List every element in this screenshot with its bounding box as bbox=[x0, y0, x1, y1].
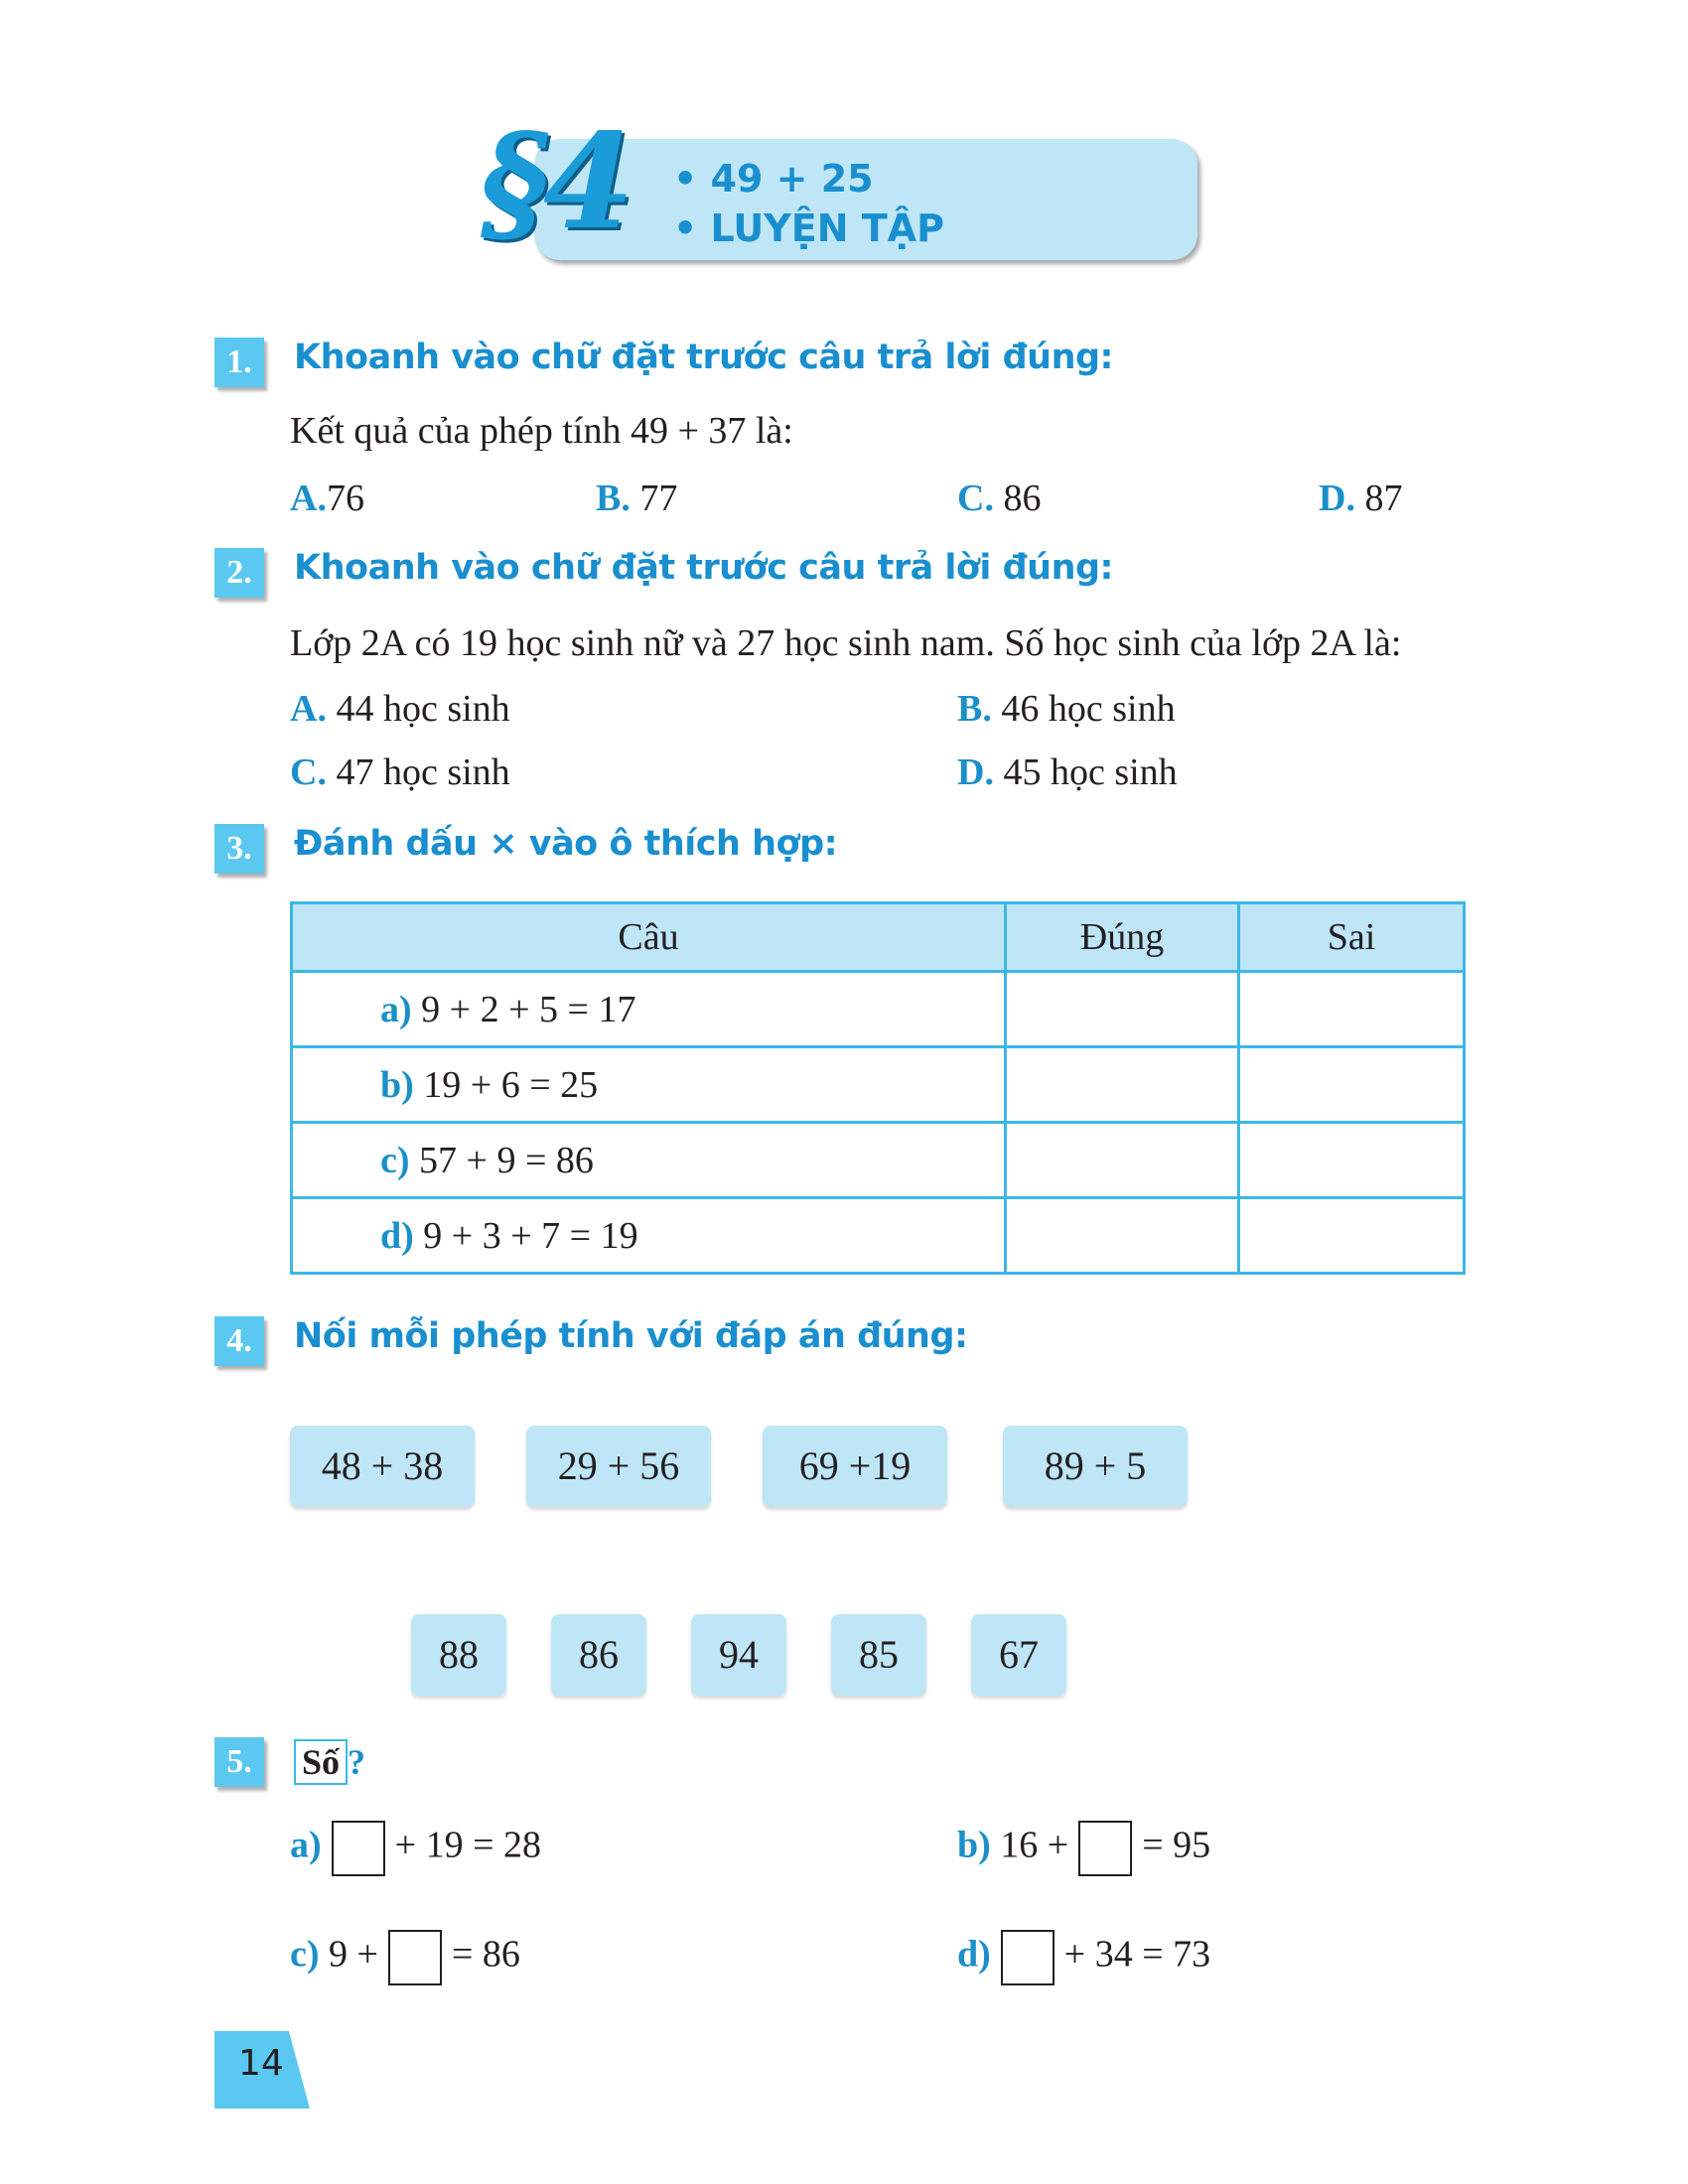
q1-option-d[interactable]: D. 87 bbox=[1319, 478, 1403, 519]
q2-option-d[interactable]: D. 45 học sinh bbox=[957, 751, 1178, 793]
question-4-title: Nối mỗi phép tính với đáp án đúng: bbox=[294, 1316, 968, 1356]
so-label: Số bbox=[294, 1739, 348, 1785]
statement-d: d) 9 + 3 + 7 = 19 bbox=[292, 1198, 1006, 1274]
q2-option-b[interactable]: B. 46 học sinh bbox=[957, 688, 1176, 730]
lesson-number: §4 bbox=[481, 105, 629, 259]
checkbox-true-b[interactable] bbox=[1006, 1047, 1239, 1123]
statement-a: a) 9 + 2 + 5 = 17 bbox=[292, 972, 1006, 1047]
q2-option-a[interactable]: A. 44 học sinh bbox=[290, 688, 510, 730]
question-5-number: 5. bbox=[214, 1737, 264, 1787]
q1-option-a[interactable]: A.76 bbox=[290, 478, 364, 519]
question-3-title: Đánh dấu × vào ô thích hợp: bbox=[294, 824, 838, 864]
page-number: 14 bbox=[238, 2043, 284, 2084]
answer-box[interactable]: 67 bbox=[971, 1614, 1066, 1696]
checkbox-false-b[interactable] bbox=[1239, 1047, 1465, 1123]
answer-blank-d[interactable] bbox=[1001, 1930, 1055, 1985]
lesson-topic-1: • 49 + 25 bbox=[673, 157, 874, 201]
col-header-false: Sai bbox=[1239, 903, 1465, 972]
expression-box[interactable]: 48 + 38 bbox=[290, 1426, 475, 1507]
table-row bbox=[292, 972, 1465, 1047]
question-2-number: 2. bbox=[214, 548, 264, 598]
answer-blank-a[interactable] bbox=[332, 1821, 385, 1876]
checkbox-false-d[interactable] bbox=[1239, 1198, 1465, 1274]
question-1-prompt: Kết quả của phép tính 49 + 37 là: bbox=[290, 410, 793, 452]
lesson-topic-2: • LUYỆN TẬP bbox=[673, 206, 944, 250]
expression-box[interactable]: 69 +19 bbox=[763, 1426, 947, 1507]
q1-option-c[interactable]: C. 86 bbox=[957, 478, 1042, 519]
answer-box[interactable]: 86 bbox=[551, 1614, 646, 1696]
expression-box[interactable]: 89 + 5 bbox=[1003, 1426, 1188, 1507]
answer-blank-b[interactable] bbox=[1078, 1821, 1132, 1876]
col-header-statement: Câu bbox=[292, 903, 1006, 972]
question-1-title: Khoanh vào chữ đặt trước câu trả lời đúng: bbox=[294, 338, 1114, 377]
statement-b: b) 19 + 6 = 25 bbox=[292, 1047, 1006, 1123]
answer-box[interactable]: 85 bbox=[831, 1614, 926, 1696]
true-false-table bbox=[290, 901, 1466, 1275]
statement-c: c) 57 + 9 = 86 bbox=[292, 1123, 1006, 1198]
expression-box[interactable]: 29 + 56 bbox=[526, 1426, 711, 1507]
table-row bbox=[292, 1047, 1465, 1123]
checkbox-false-a[interactable] bbox=[1239, 972, 1465, 1047]
q5-item-b: b) 16 + = 95 bbox=[957, 1821, 1210, 1876]
answer-box[interactable]: 94 bbox=[691, 1614, 786, 1696]
table-header-row bbox=[292, 903, 1465, 972]
checkbox-true-d[interactable] bbox=[1006, 1198, 1239, 1274]
q5-item-d: d) + 34 = 73 bbox=[957, 1930, 1210, 1985]
table-row bbox=[292, 1198, 1465, 1274]
question-3-number: 3. bbox=[214, 824, 264, 874]
checkbox-true-a[interactable] bbox=[1006, 972, 1239, 1047]
question-1-number: 1. bbox=[214, 338, 264, 387]
table-row bbox=[292, 1123, 1465, 1198]
checkbox-false-c[interactable] bbox=[1239, 1123, 1465, 1198]
checkbox-true-c[interactable] bbox=[1006, 1123, 1239, 1198]
answer-blank-c[interactable] bbox=[388, 1930, 442, 1985]
q5-item-a: a) + 19 = 28 bbox=[290, 1821, 541, 1876]
question-mark: ? bbox=[348, 1742, 366, 1782]
col-header-true: Đúng bbox=[1006, 903, 1239, 972]
q5-item-c: c) 9 + = 86 bbox=[290, 1930, 520, 1985]
question-4-number: 4. bbox=[214, 1316, 264, 1366]
answer-box[interactable]: 88 bbox=[411, 1614, 506, 1696]
q2-option-c[interactable]: C. 47 học sinh bbox=[290, 751, 510, 793]
question-2-title: Khoanh vào chữ đặt trước câu trả lời đúng: bbox=[294, 548, 1114, 588]
q1-option-b[interactable]: B. 77 bbox=[596, 478, 678, 519]
question-5-title bbox=[294, 1739, 365, 1785]
question-2-prompt: Lớp 2A có 19 học sinh nữ và 27 học sinh nam. Số học sinh của lớp 2A là: bbox=[290, 622, 1402, 664]
